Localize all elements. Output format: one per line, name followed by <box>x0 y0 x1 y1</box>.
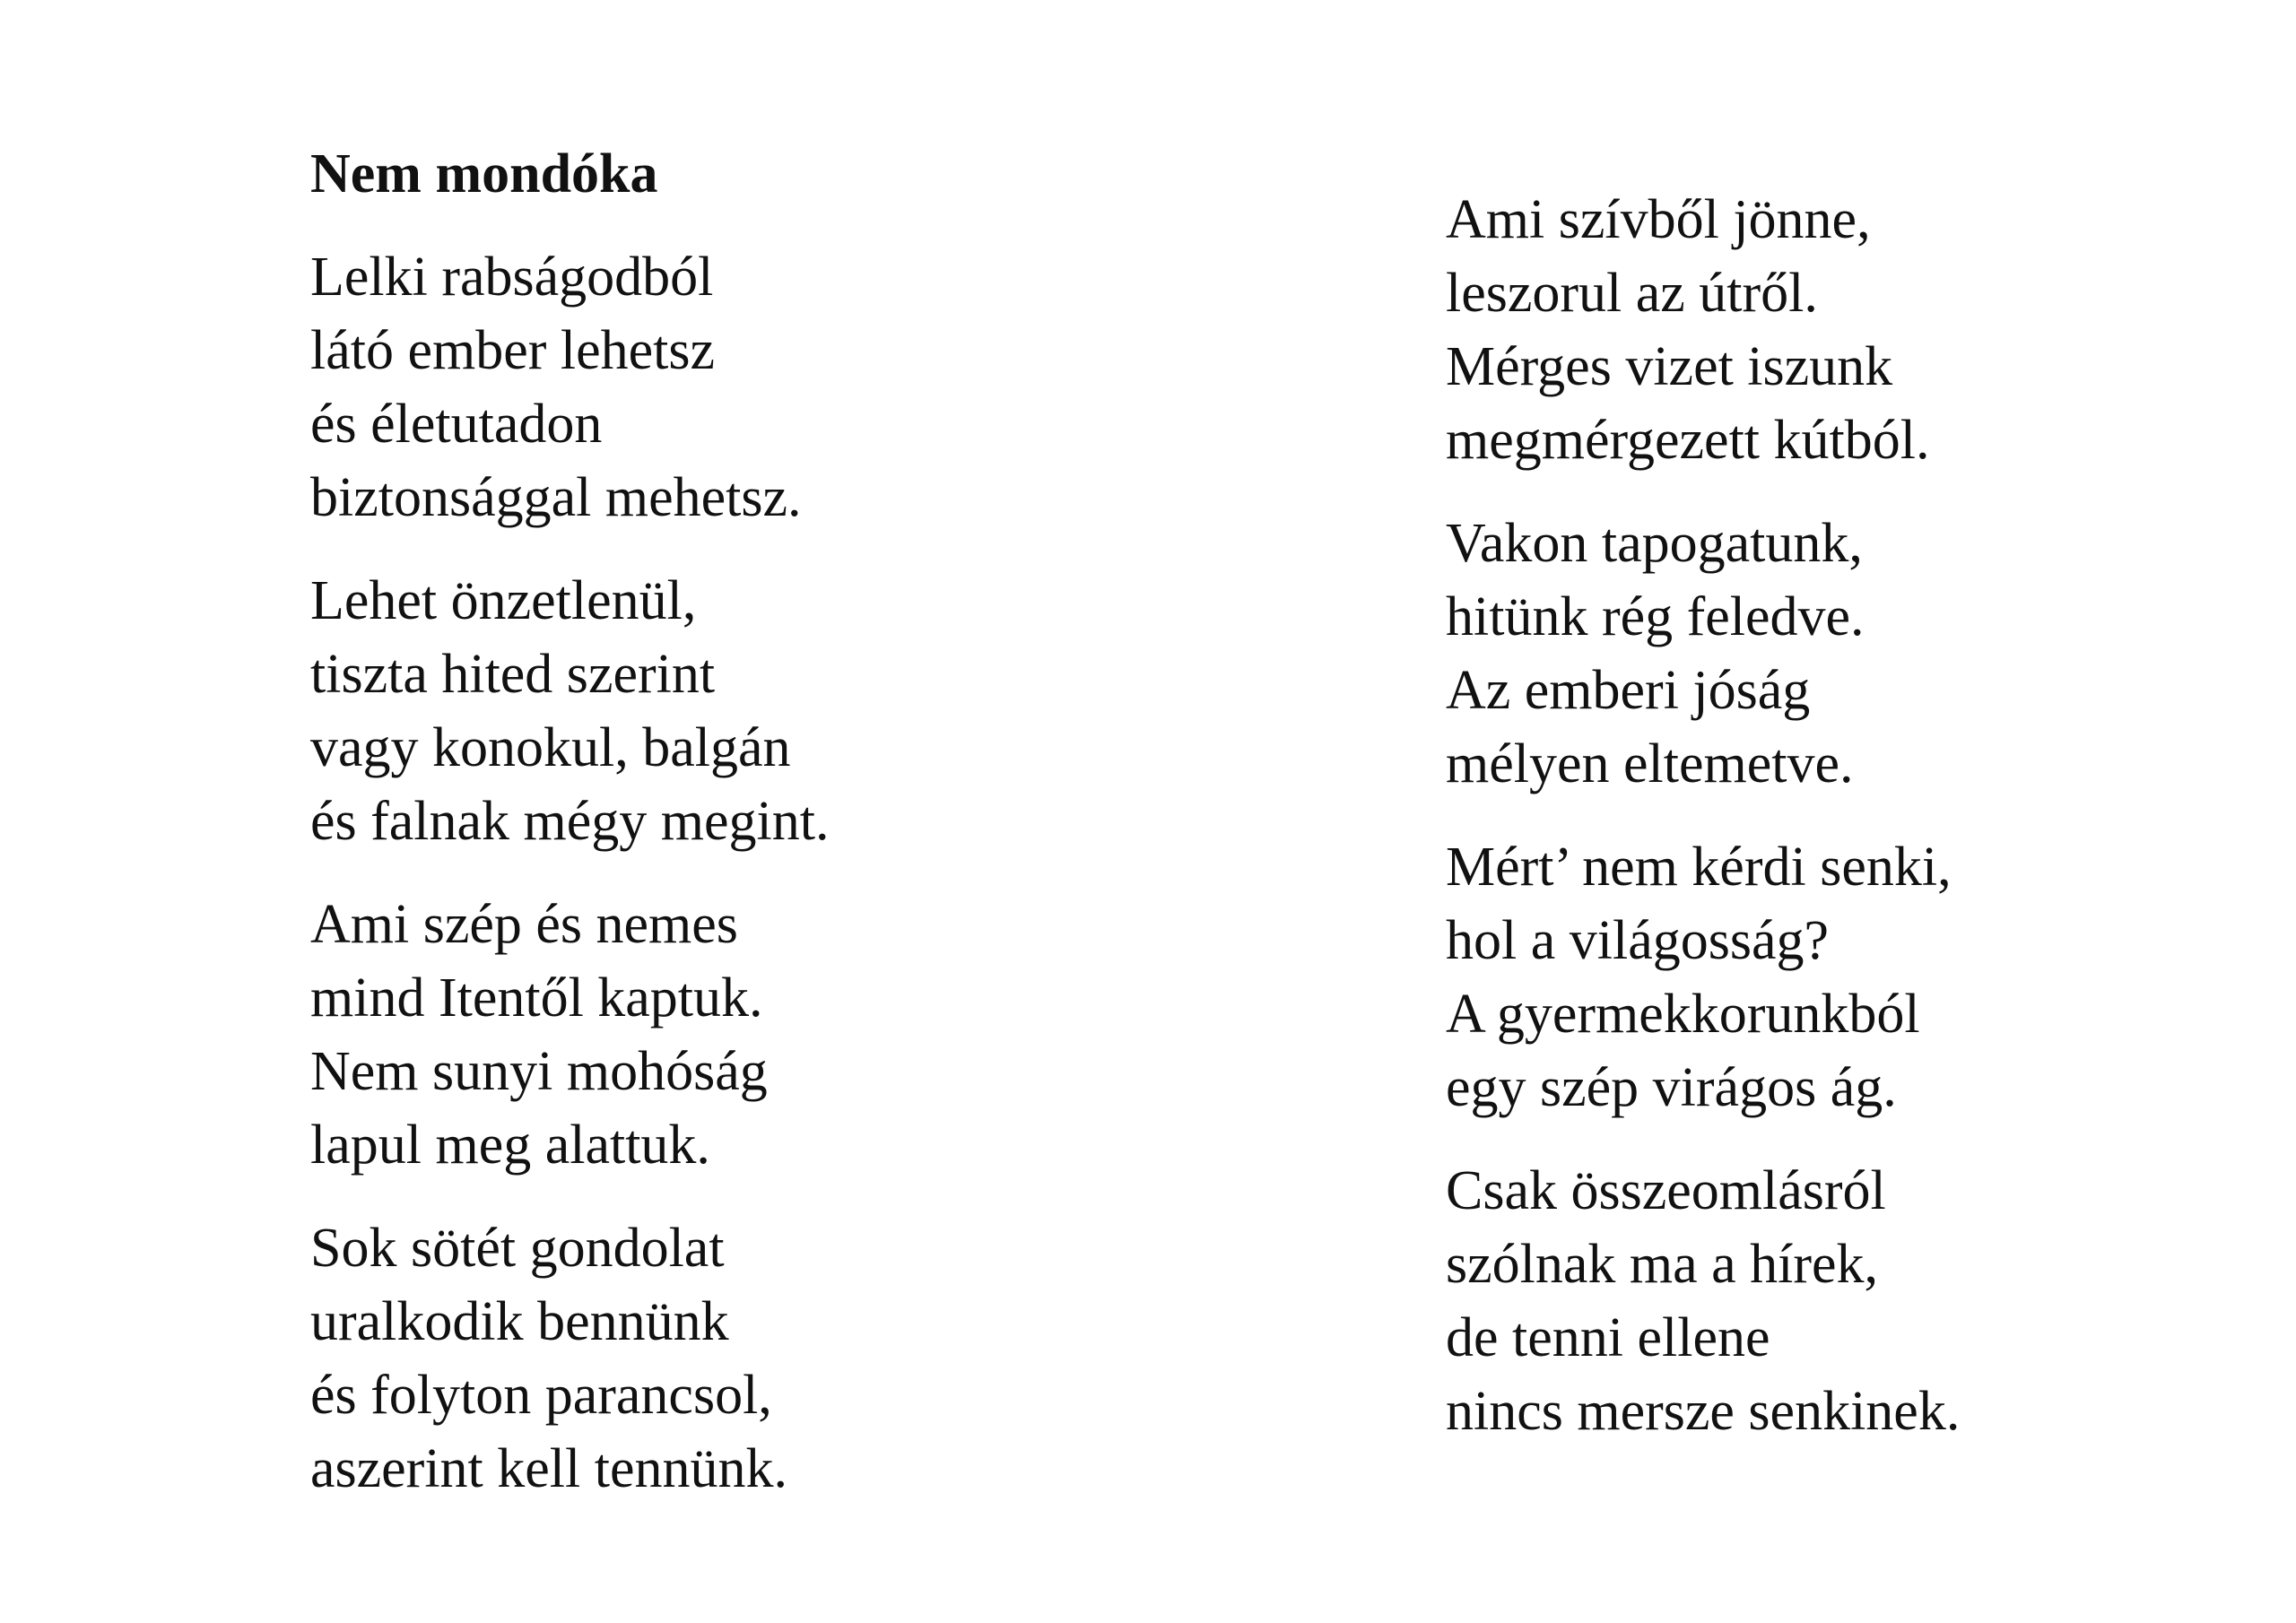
poem-line: hitünk rég feledve. <box>1446 586 1865 647</box>
right-stanzas <box>1446 183 1960 1478</box>
stanza <box>1446 507 1960 801</box>
poem-line: és folyton parancsol, <box>310 1365 772 1426</box>
poem-title: Nem mondóka <box>310 143 658 204</box>
poem-line: Csak összeomlásról <box>1446 1160 1886 1221</box>
poem-line: uralkodik bennünk <box>310 1291 729 1352</box>
poem-line: vagy konokul, balgán <box>310 717 791 778</box>
poem-line: Lelki rabságodból <box>310 247 714 308</box>
poem-line: Nem sunyi mohóság <box>310 1041 768 1102</box>
poem-line: látó ember lehetsz <box>310 320 716 381</box>
poem-line: lapul meg alattuk. <box>310 1115 710 1176</box>
poem-line: mind Itentől kaptuk. <box>310 968 763 1028</box>
stanza <box>1446 1154 1960 1448</box>
stanza <box>310 1211 830 1506</box>
poem-line: tiszta hited szerint <box>310 644 716 705</box>
poem-line: de tenni ellene <box>1446 1307 1770 1368</box>
poem-line: mélyen eltemetve. <box>1446 733 1854 794</box>
poem-line: leszorul az útről. <box>1446 263 1818 324</box>
stanza <box>310 564 830 858</box>
stanza <box>1446 830 1960 1124</box>
poem-line: aszerint kell tennünk. <box>310 1438 787 1499</box>
poem-line: Ami szép és nemes <box>310 894 738 955</box>
stanza <box>1446 183 1960 477</box>
poem-line: Mért’ nem kérdi senki, <box>1446 837 1952 898</box>
poem-line: Vakon tapogatunk, <box>1446 513 1863 574</box>
poem-line: Sok sötét gondolat <box>310 1218 725 1279</box>
poem-line: biztonsággal mehetsz. <box>310 467 802 528</box>
poem-line: egy szép virágos ág. <box>1446 1057 1897 1118</box>
poem-line: hol a világosság? <box>1446 910 1830 971</box>
poem-line: Az emberi jóság <box>1446 660 1811 721</box>
poem-line: A gyermekkorunkból <box>1446 984 1920 1045</box>
poem-line: és életutadon <box>310 394 603 455</box>
poem-line: és falnak mégy megint. <box>310 791 830 852</box>
poem-line: megmérgezett kútból. <box>1446 410 1930 471</box>
stanza <box>310 888 830 1182</box>
poem-line: nincs mersze senkinek. <box>1446 1381 1961 1442</box>
poem-line: szólnak ma a hírek, <box>1446 1234 1879 1295</box>
stanza <box>310 240 830 534</box>
poem-line: Ami szívből jönne, <box>1446 189 1871 250</box>
poem-line: Mérges vizet iszunk <box>1446 336 1893 397</box>
left-stanzas <box>310 240 830 1535</box>
poem-line: Lehet önzetlenül, <box>310 570 697 631</box>
